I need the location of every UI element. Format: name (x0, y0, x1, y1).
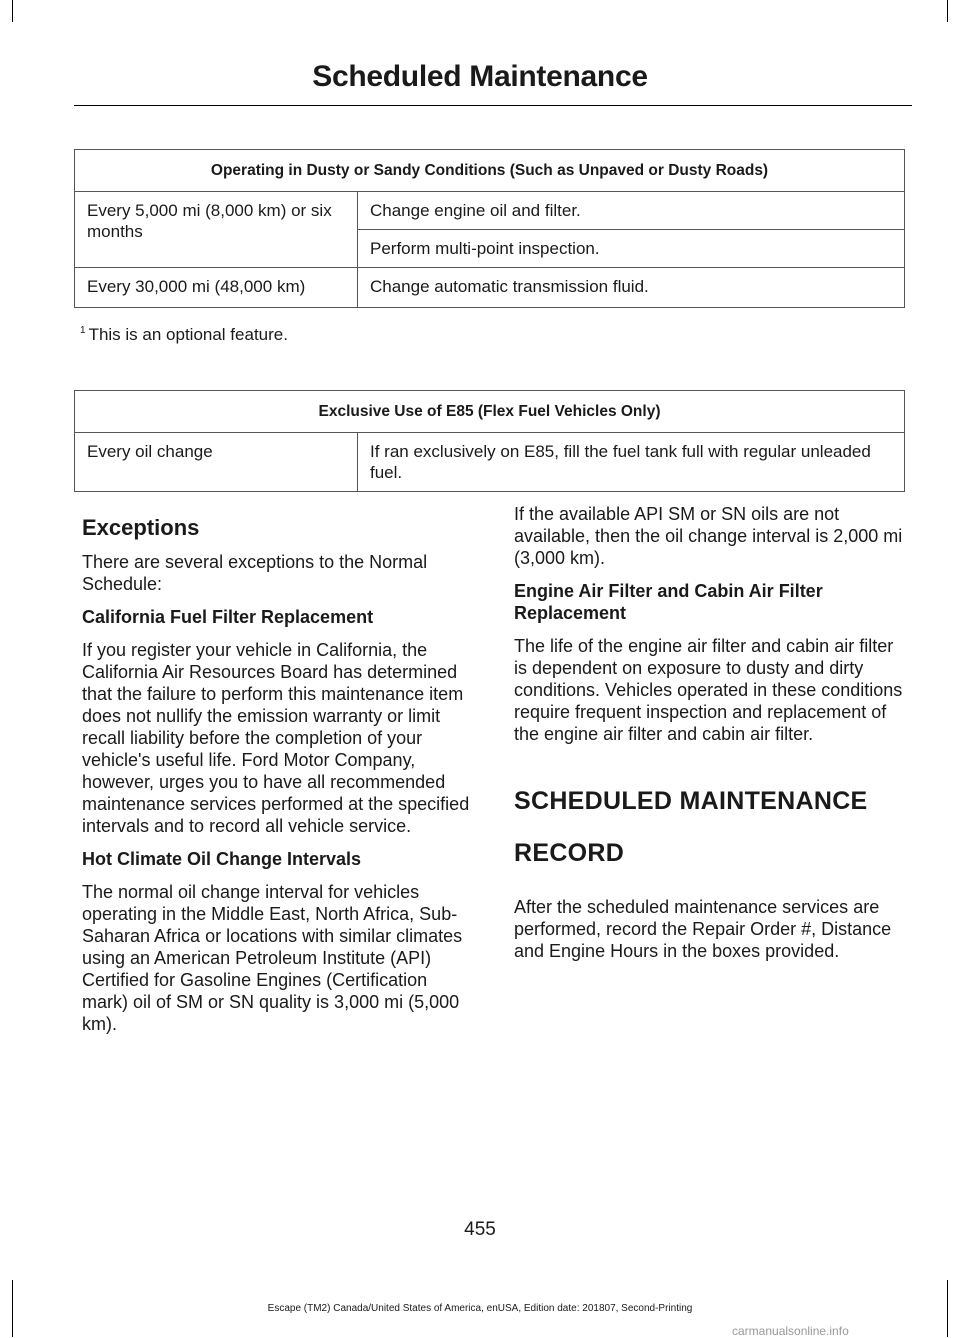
action-cell: If ran exclusively on E85, fill the fuel tank full with regular unleaded fuel. (358, 433, 905, 492)
exceptions-heading: Exceptions (82, 515, 200, 540)
maintenance-record-text: After the scheduled maintenance services are performed, record the Repair Order #, Distance and Engine Hours in the boxes provided. (514, 897, 892, 961)
exceptions-intro: There are several exceptions to the Normal Schedule: (82, 552, 428, 594)
watermark: carmanualsonline.info (732, 1324, 849, 1338)
hot-climate-text: The normal oil change interval for vehicles operating in the Middle East, North Africa, Sub-Saharan Africa or locations with similar climates using an American Petroleum Institute (API) Certified for Gasoline Engines (Certification mark) oil of SM or SN quality is 3,000 mi (5,000 km). (82, 882, 463, 1034)
interval-cell: Every 30,000 mi (48,000 km) (75, 268, 358, 308)
air-filter-text: The life of the engine air filter and cabin air filter is dependent on exposure to dusty and dirty conditions. Vehicles operated in these conditions require frequent inspection and replacement of the engine air filter and cabin air filter. (514, 636, 903, 744)
crop-mark-top-left (12, 0, 13, 22)
california-text: If you register your vehicle in California, the California Air Resources Board has determined that the failure to perform this maintenance item does not nullify the emission warranty or limit recall liability before the completion of your vehicle's useful life. Ford Motor Company, however, urges you to have all recommended maintenance services performed at the specified intervals and to record all vehicle service. (82, 640, 470, 836)
page-number: 455 (464, 1219, 496, 1240)
action-cell: Change engine oil and filter. (358, 192, 905, 230)
footnote-marker: 1 (80, 325, 86, 337)
hot-climate-heading: Hot Climate Oil Change Intervals (82, 849, 362, 869)
table-row (75, 268, 905, 308)
action-cell: Change automatic transmission fluid. (358, 268, 905, 308)
left-column (82, 517, 478, 1046)
maintenance-record-heading: SCHEDULED MAINTENANCE RECORD (514, 787, 868, 867)
crop-mark-top-right (947, 0, 948, 22)
table-row (75, 192, 905, 230)
page-title: Scheduled Maintenance (312, 60, 648, 93)
table-header-row (75, 150, 905, 192)
california-heading: California Fuel Filter Replacement (82, 607, 374, 627)
dusty-conditions-table (74, 149, 905, 308)
table-header-row (75, 391, 905, 433)
footnote (80, 325, 288, 345)
dusty-table-title: Operating in Dusty or Sandy Conditions (Such as Unpaved or Dusty Roads) (75, 150, 905, 192)
interval-cell: Every oil change (75, 433, 358, 492)
edition-footer: Escape (TM2) Canada/United States of America, enUSA, Edition date: 201807, Second-Printing (267, 1303, 693, 1314)
air-filter-heading: Engine Air Filter and Cabin Air Filter Replacement (514, 581, 823, 623)
api-oil-text: If the available API SM or SN oils are not available, then the oil change interval is 2,000 mi (3,000 km). (514, 504, 903, 568)
footnote-text: This is an optional feature. (88, 325, 288, 344)
right-column (514, 503, 910, 973)
e85-table-title: Exclusive Use of E85 (Flex Fuel Vehicles Only) (75, 391, 905, 433)
interval-cell: Every 5,000 mi (8,000 km) or six months (75, 192, 358, 268)
action-cell: Perform multi-point inspection. (358, 230, 905, 268)
e85-table (74, 390, 905, 492)
header-divider (74, 105, 912, 106)
table-row (75, 433, 905, 492)
